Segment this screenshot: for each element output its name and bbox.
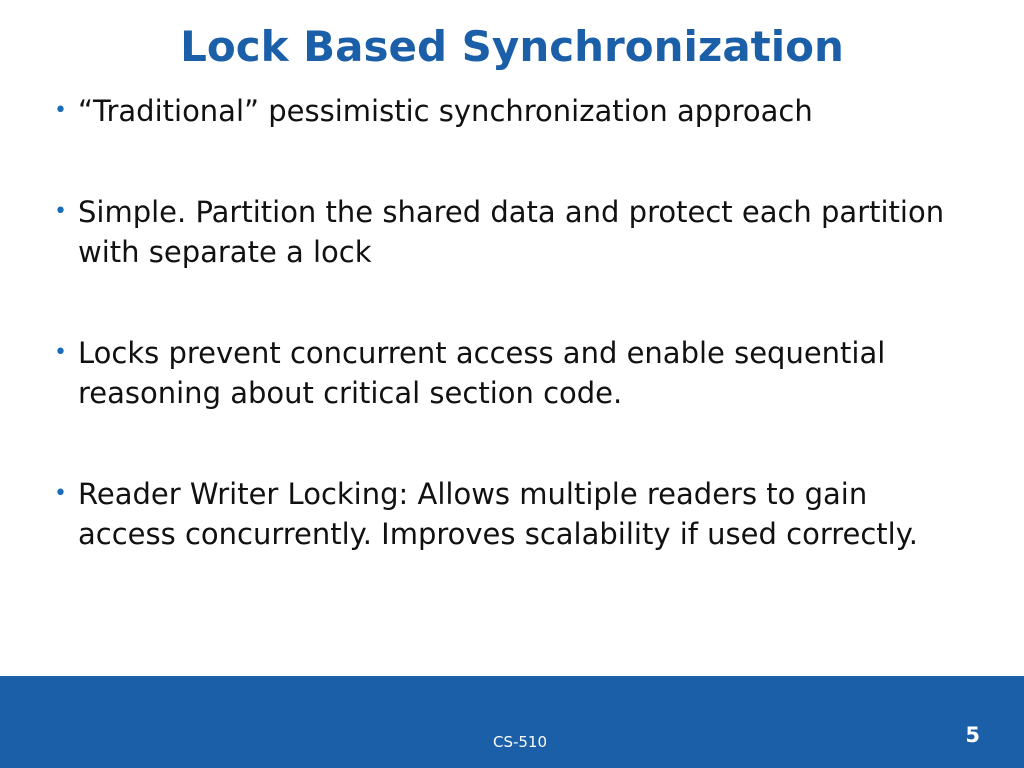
footer-course-label: CS-510 (492, 733, 548, 751)
bullet-dot-icon: • (54, 481, 67, 506)
bullet-item (54, 333, 974, 413)
bullet-dot-icon: • (54, 98, 67, 123)
bullet-text: “Traditional” pessimistic synchronization approach (78, 94, 813, 128)
bullet-item (54, 91, 974, 131)
bullet-list (54, 91, 974, 615)
bullet-text: Simple. Partition the shared data and protect each partition with separate a lock (78, 195, 945, 269)
page-number: 5 (965, 723, 980, 747)
bullet-text: Locks prevent concurrent access and enable sequential reasoning about critical section code. (78, 336, 886, 410)
footer-bar (0, 676, 1024, 768)
bullet-item (54, 192, 974, 272)
slide-title: Lock Based Synchronization (180, 22, 844, 71)
bullet-item (54, 474, 974, 554)
bullet-dot-icon: • (54, 340, 67, 365)
bullet-dot-icon: • (54, 199, 67, 224)
bullet-text: Reader Writer Locking: Allows multiple readers to gain access concurrently. Improves scalability if used correctly. (78, 477, 918, 551)
